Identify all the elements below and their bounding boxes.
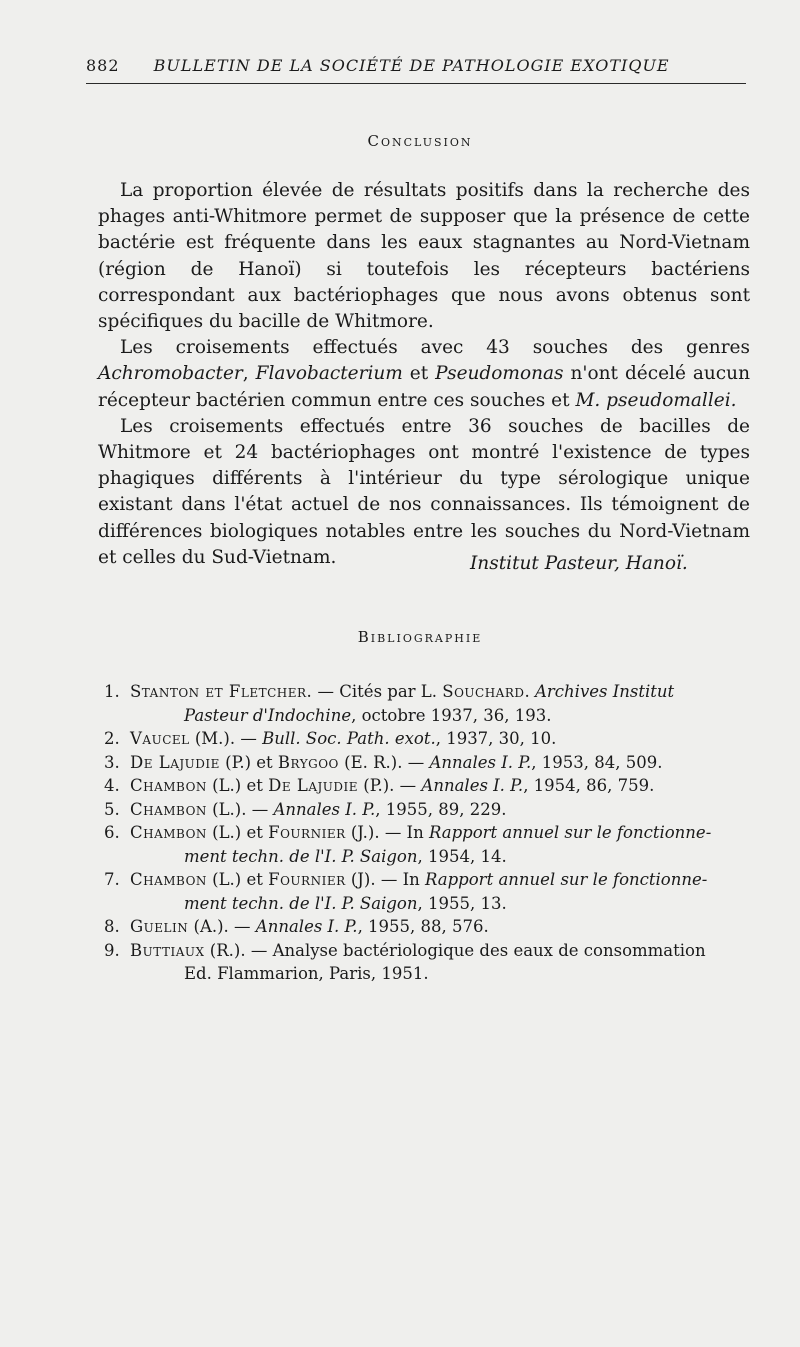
reference-authors: De Lajudie bbox=[268, 776, 359, 795]
bibliography-heading: Bibliographie bbox=[357, 628, 483, 646]
reference-text: , 1937, 30, 10. bbox=[435, 729, 557, 748]
reference-text: . bbox=[524, 682, 535, 701]
reference-9 bbox=[104, 939, 754, 986]
p2-text-b: , bbox=[242, 363, 256, 385]
reference-continuation bbox=[130, 845, 754, 869]
reference-text: (L.) et bbox=[206, 776, 269, 795]
conclusion-body bbox=[98, 178, 750, 571]
reference-8 bbox=[104, 915, 754, 939]
reference-text: (P.). — bbox=[358, 776, 422, 795]
reference-authors: Chambon bbox=[130, 799, 207, 819]
reference-text: (M.). — bbox=[189, 729, 263, 748]
reference-number: 5. bbox=[104, 799, 120, 819]
reference-authors: Buttiaux bbox=[130, 940, 205, 960]
institution-signature: Institut Pasteur, Hanoï. bbox=[470, 553, 688, 574]
reference-text: , 1955, 89, 229. bbox=[375, 799, 507, 819]
genus-flavobacterium: Flavobacterium bbox=[255, 363, 403, 385]
reference-journal: Annales I. P. bbox=[273, 799, 376, 819]
reference-authors: Souchard bbox=[442, 682, 525, 701]
reference-5 bbox=[104, 798, 754, 822]
reference-text: (J.). — In bbox=[345, 823, 429, 842]
reference-number: 9. bbox=[104, 940, 120, 960]
reference-6 bbox=[104, 821, 754, 868]
reference-journal: Rapport annuel sur le fonctionne- bbox=[424, 870, 708, 889]
reference-text: (L.). — bbox=[206, 799, 274, 819]
reference-authors: De Lajudie bbox=[130, 752, 220, 772]
reference-text: (E. R.). — bbox=[338, 752, 430, 772]
reference-number: 8. bbox=[104, 917, 120, 936]
conclusion-paragraph-1: La proportion élevée de résultats positifs dans la recherche des phages anti-Whitmore permet de supposer que la présence de cette bactérie est fréquente dans les eaux stagnantes au Nord-Vietnam (région de Hanoï) si toutefois les récepteurs bactériens correspondant aux bactériophages que nous avons obtenus sont spécifiques du bacille de Whitmore. bbox=[98, 180, 750, 333]
reference-continuation bbox=[130, 892, 754, 916]
reference-2 bbox=[104, 727, 754, 751]
reference-authors: Chambon bbox=[130, 776, 207, 795]
reference-text: (J). — In bbox=[345, 870, 425, 889]
reference-continuation bbox=[130, 962, 754, 986]
conclusion-heading: Conclusion bbox=[367, 132, 473, 150]
reference-journal: Bull. Soc. Path. exot. bbox=[262, 729, 436, 748]
genus-achromobacter: Achromobacter bbox=[98, 363, 243, 385]
page-number: 882 bbox=[86, 56, 120, 75]
conclusion-paragraph-2 bbox=[98, 335, 750, 414]
reference-authors: Stanton et Fletcher. bbox=[130, 682, 313, 701]
reference-journal: Annales I. P. bbox=[429, 752, 532, 772]
reference-text: (A.). — bbox=[188, 917, 256, 936]
reference-text: , 1954, 14. bbox=[417, 846, 507, 866]
reference-number: 6. bbox=[104, 823, 120, 842]
reference-authors: Fournier bbox=[268, 823, 346, 842]
reference-text: , octobre 1937, 36, 193. bbox=[351, 705, 552, 725]
reference-journal: Annales I. P. bbox=[255, 917, 358, 936]
running-header bbox=[86, 56, 746, 84]
reference-text: , 1955, 88, 576. bbox=[357, 917, 489, 936]
p2-text-c: et bbox=[402, 363, 436, 385]
reference-journal: ment techn. de l'I. P. Saigon bbox=[184, 893, 418, 913]
reference-authors: Vaucel bbox=[130, 729, 190, 748]
genus-pseudomonas: Pseudomonas bbox=[435, 363, 564, 385]
p2-text-d: n'ont décelé aucun récepteur bactérien commun entre ces souches et bbox=[98, 363, 750, 411]
reference-journal: Archives Institut bbox=[535, 682, 675, 701]
reference-authors: Fournier bbox=[268, 870, 346, 889]
reference-authors: Brygoo bbox=[277, 752, 339, 772]
p2-text-a: Les croisements effectués avec 43 souches des genres bbox=[120, 337, 750, 359]
reference-number: 2. bbox=[104, 729, 120, 748]
reference-text: , 1954, 86, 759. bbox=[523, 776, 655, 795]
reference-journal: Annales I. P. bbox=[421, 776, 524, 795]
reference-4 bbox=[104, 774, 754, 798]
reference-text: (L.) et bbox=[206, 823, 269, 842]
species-pseudomallei: M. pseudomallei. bbox=[575, 389, 737, 411]
reference-journal: Pasteur d'Indochine bbox=[184, 705, 352, 725]
reference-journal: Rapport annuel sur le fonctionne- bbox=[428, 823, 712, 842]
reference-1 bbox=[104, 680, 754, 727]
reference-journal: ment techn. de l'I. P. Saigon bbox=[184, 846, 418, 866]
reference-number: 4. bbox=[104, 776, 120, 795]
journal-title: BULLETIN DE LA SOCIÉTÉ DE PATHOLOGIE EXOTIQUE bbox=[153, 56, 670, 75]
reference-text: (P.) et bbox=[219, 752, 278, 772]
reference-text: , 1955, 13. bbox=[417, 893, 507, 913]
reference-authors: Chambon bbox=[130, 870, 207, 889]
reference-text: (L.) et bbox=[206, 870, 269, 889]
reference-3 bbox=[104, 751, 754, 775]
reference-7 bbox=[104, 868, 754, 915]
reference-authors: Guelin bbox=[130, 917, 189, 936]
reference-authors: Chambon bbox=[130, 823, 207, 842]
reference-number: 1. bbox=[104, 682, 120, 701]
reference-text: Ed. Flammarion, Paris, 1951. bbox=[184, 964, 429, 983]
reference-text: , 1953, 84, 509. bbox=[531, 752, 663, 772]
reference-text: — Cités par L. bbox=[312, 682, 443, 701]
reference-continuation bbox=[130, 704, 754, 728]
conclusion-paragraph-3: Les croisements effectués entre 36 souches de bacilles de Whitmore et 24 bactériophages ont montré l'existence de types phagiques différents à l'intérieur du type sérologique unique existant dans l'état actuel de nos connaissances. Ils témoignent de différences biologiques notables entre les souches du Nord-Vietnam et celles du Sud-Vietnam. bbox=[98, 415, 750, 568]
reference-number: 3. bbox=[104, 752, 120, 772]
reference-text: (R.). — Analyse bactériologique des eaux de consommation bbox=[204, 940, 706, 960]
reference-number: 7. bbox=[104, 870, 120, 889]
bibliography-list bbox=[104, 680, 754, 986]
